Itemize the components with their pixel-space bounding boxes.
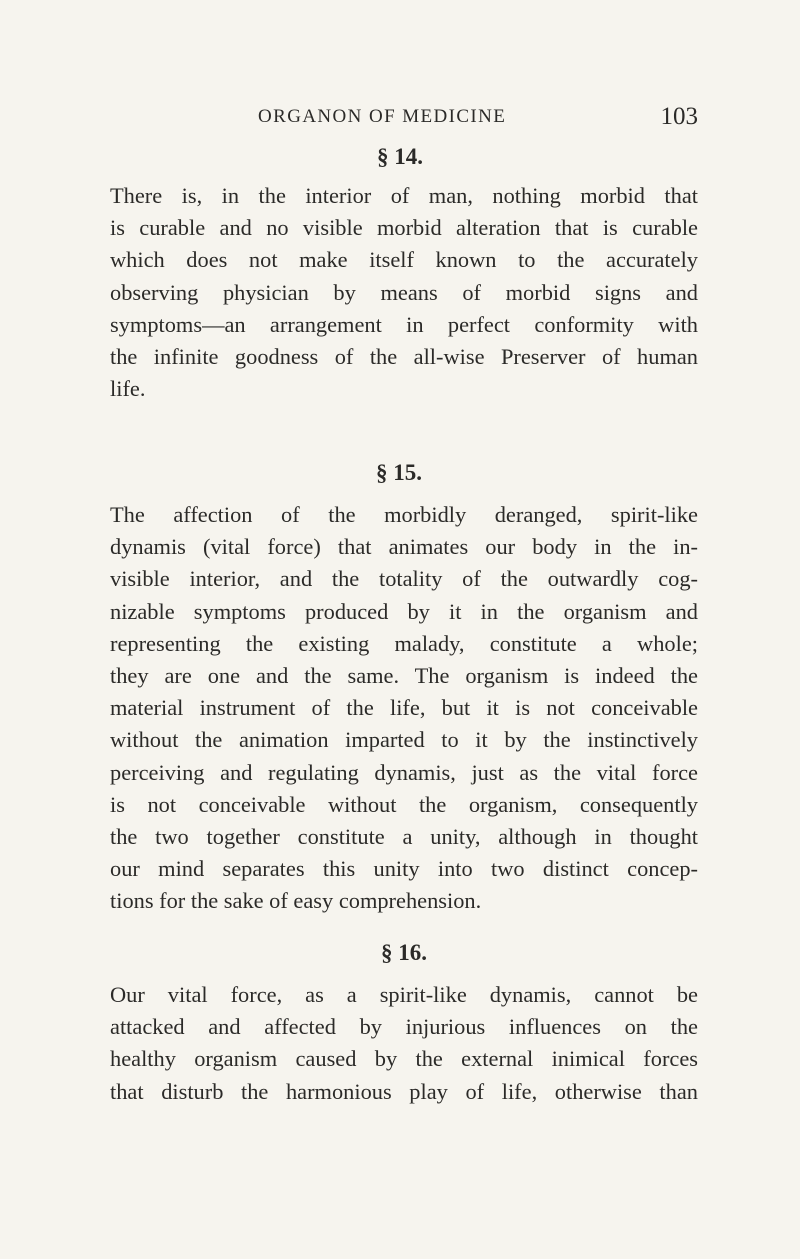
text-line: without the animation imparted to it by the instinctively xyxy=(110,727,698,753)
section-body-14 xyxy=(110,180,698,405)
section-body-16 xyxy=(110,979,698,1108)
text-line: nizable symptoms produced by it in the organism and xyxy=(110,598,698,624)
running-title: ORGANON OF MEDICINE xyxy=(258,106,507,127)
text-line: which does not make itself known to the accurately xyxy=(110,247,698,273)
text-line: they are one and the same. The organism is indeed the xyxy=(110,662,698,688)
text-line: our mind separates this unity into two distinct concep- xyxy=(110,856,698,882)
text-line: There is, in the interior of man, nothing morbid that xyxy=(110,183,698,208)
section-heading-15: § 15. xyxy=(376,460,422,485)
text-line: life. xyxy=(110,376,146,402)
text-line: material instrument of the life, but it is not conceivable xyxy=(110,695,698,721)
text-line: tions for the sake of easy comprehension. xyxy=(110,888,482,914)
text-line: the infinite goodness of the all-wise Preserver of human xyxy=(110,343,698,369)
page-number: 103 xyxy=(660,103,698,130)
text-line: that disturb the harmonious play of life, otherwise than xyxy=(110,1078,698,1104)
text-line: is curable and no visible morbid alteration that is curable xyxy=(110,215,698,241)
section-heading-14: § 14. xyxy=(377,144,423,169)
text-line: The affection of the morbidly deranged, spirit-like xyxy=(110,502,698,527)
text-line: is not conceivable without the organism, consequently xyxy=(110,791,698,817)
text-line: symptoms—an arrangement in perfect conformity with xyxy=(110,311,698,337)
text-line: observing physician by means of morbid signs and xyxy=(110,279,698,305)
section-heading-16: § 16. xyxy=(381,940,427,965)
text-line: visible interior, and the totality of the outwardly cog- xyxy=(110,566,698,592)
section-body-15 xyxy=(110,499,698,917)
text-line: the two together constitute a unity, although in thought xyxy=(110,823,698,849)
running-head xyxy=(258,103,698,136)
text-line: healthy organism caused by the external inimical forces xyxy=(110,1046,698,1072)
text-line: Our vital force, as a spirit-like dynamis, cannot be xyxy=(110,982,698,1007)
text-line: dynamis (vital force) that animates our body in the in- xyxy=(110,534,698,560)
text-line: representing the existing malady, constitute a whole; xyxy=(110,630,698,656)
text-line: attacked and affected by injurious influences on the xyxy=(110,1014,698,1040)
text-line: perceiving and regulating dynamis, just as the vital force xyxy=(110,759,698,785)
